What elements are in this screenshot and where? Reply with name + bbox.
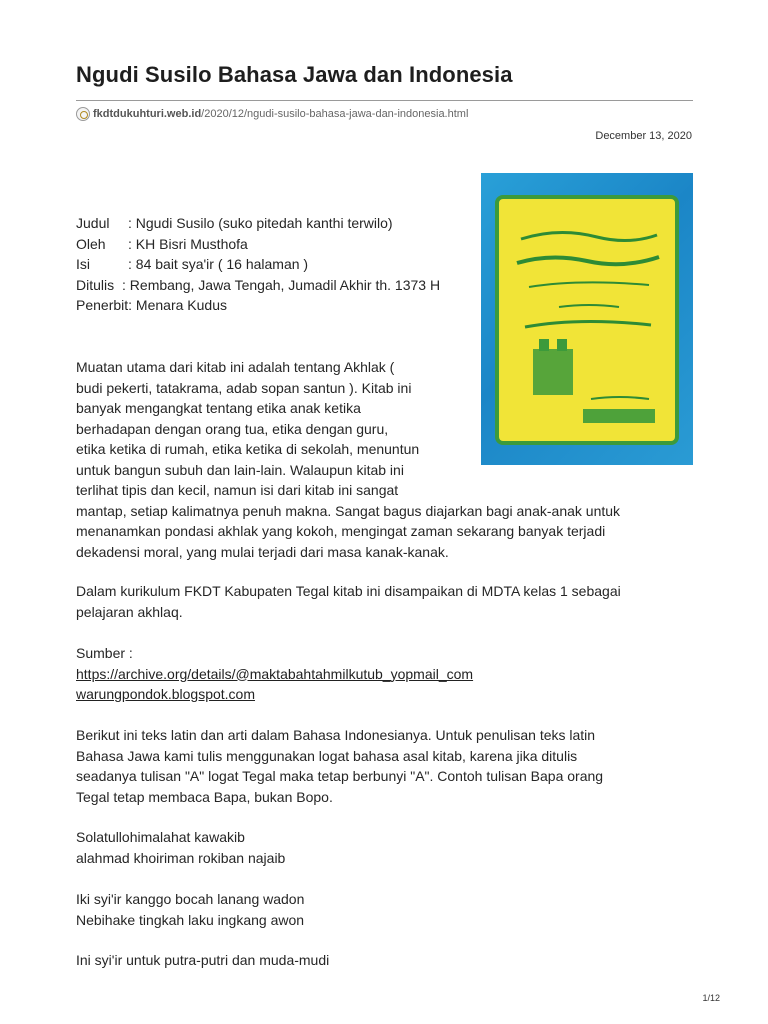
text-line: Ini syi'ir untuk putra-putri dan muda-mudi xyxy=(76,952,330,968)
url-domain: fkdtdukuhturi.web.id xyxy=(93,108,202,120)
page-number: 1/12 xyxy=(702,993,720,1003)
text-line: budi pekerti, tatakrama, adab sopan santun ). Kitab ini xyxy=(76,379,412,396)
text-line: berhadapan dengan orang tua, etika dengan guru, xyxy=(76,420,389,437)
text-line: banyak mengangkat tentang etika anak ketika xyxy=(76,400,361,416)
meta-label: Oleh xyxy=(76,235,106,252)
paragraph-akhlak xyxy=(76,357,676,562)
meta-row-oleh xyxy=(76,234,456,255)
meta-row-penerbit: Penerbit: Menara Kudus xyxy=(76,297,227,313)
sources-label: Sumber : xyxy=(76,645,133,661)
title-divider xyxy=(76,100,693,101)
sources-block xyxy=(76,643,473,705)
source-link-archive[interactable]: https://archive.org/details/@maktabahtahmilkutub_yopmail_com xyxy=(76,665,474,682)
meta-label: Isi xyxy=(76,256,90,272)
url-path: /2020/12/ngudi-susilo-bahasa-jawa-dan-indonesia.html xyxy=(201,108,469,120)
text-line: Dalam kurikulum FKDT Kabupaten Tegal kitab ini disampaikan di MDTA kelas 1 sebagai xyxy=(76,583,621,599)
meta-value: : Ngudi Susilo (suko pitedah kanthi terwilo) xyxy=(128,215,393,231)
text-line: Tegal tetap membaca Bapa, bukan Bopo. xyxy=(76,788,333,805)
text-line: menanamkan pondasi akhlak yang kokoh, mengingat zaman sekarang banyak terjadi xyxy=(76,523,606,539)
text-line: Nebihake tingkah laku ingkang awon xyxy=(76,911,305,928)
meta-value: : Rembang, Jawa Tengah, Jumadil Akhir th. 1373 H xyxy=(122,276,441,293)
meta-row-isi xyxy=(76,254,456,275)
meta-label: Ditulis xyxy=(76,276,115,293)
page-title: Ngudi Susilo Bahasa Jawa dan Indonesia xyxy=(76,62,513,87)
text-line: Iki syi'ir kanggo bocah lanang wadon xyxy=(76,891,305,907)
site-favicon-icon xyxy=(76,107,90,121)
source-link-blogspot[interactable]: warungpondok.blogspot.com xyxy=(76,686,256,702)
text-line: Muatan utama dari kitab ini adalah tentang Akhlak ( xyxy=(76,359,395,375)
meta-value: : KH Bisri Musthofa xyxy=(128,235,248,252)
text-line: terlihat tipis dan kecil, namun isi dari kitab ini sangat xyxy=(76,482,399,498)
verse-1 xyxy=(76,827,285,868)
text-line: pelajaran akhlaq. xyxy=(76,603,183,620)
paragraph-penulisan xyxy=(76,725,603,807)
text-line: etika ketika di rumah, etika ketika di sekolah, menuntun xyxy=(76,441,420,457)
meta-row-ditulis xyxy=(76,275,456,296)
source-url[interactable] xyxy=(76,107,468,121)
text-line: alahmad khoiriman rokiban najaib xyxy=(76,849,286,866)
meta-value: : 84 bait sya'ir ( 16 halaman ) xyxy=(128,256,309,272)
text-line: untuk bangun subuh dan lain-lain. Walaupun kitab ini xyxy=(76,461,404,478)
meta-row-judul xyxy=(76,213,456,234)
meta-label: Judul xyxy=(76,215,110,231)
text-line: Solatullohimalahat kawakib xyxy=(76,829,245,845)
verse-3 xyxy=(76,950,329,971)
text-line: Bahasa Jawa kami tulis menggunakan logat bahasa asal kitab, karena jika ditulis xyxy=(76,747,578,764)
text-line: mantap, setiap kalimatnya penuh makna. Sangat bagus diajarkan bagi anak-anak untuk xyxy=(76,502,621,519)
text-line: dekadensi moral, yang mulai terjadi dari masa kanak-kanak. xyxy=(76,543,449,560)
book-metadata xyxy=(76,213,456,316)
text-line: Berikut ini teks latin dan arti dalam Bahasa Indonesianya. Untuk penulisan teks latin xyxy=(76,727,596,743)
paragraph-kurikulum xyxy=(76,581,621,622)
post-date: December 13, 2020 xyxy=(595,130,692,142)
verse-2 xyxy=(76,889,304,930)
text-line: seadanya tulisan "A" logat Tegal maka tetap berbunyi "A". Contoh tulisan Bapa orang xyxy=(76,768,604,784)
